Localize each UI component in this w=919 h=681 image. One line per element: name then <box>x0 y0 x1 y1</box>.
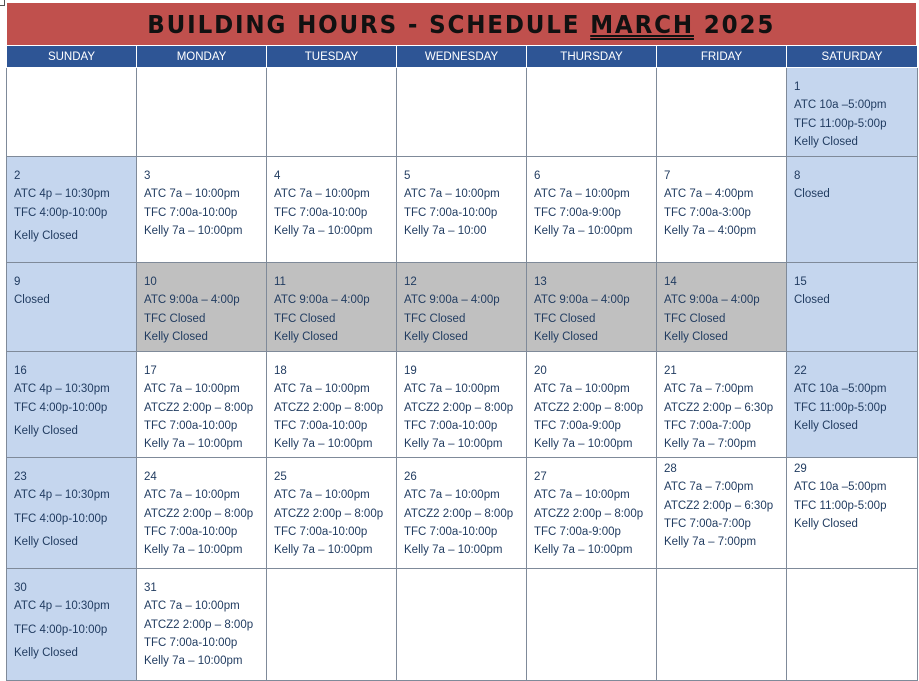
day-cell <box>527 157 657 263</box>
hours-line: ATC 7a – 10:00pm <box>274 489 370 502</box>
weekday-header: MONDAY <box>137 46 267 68</box>
day-cell <box>137 157 267 263</box>
day-number: 18 <box>274 365 287 377</box>
hours-line: Kelly 7a – 10:00pm <box>404 438 503 451</box>
day-cell-empty <box>267 68 397 157</box>
day-number: 26 <box>404 471 417 483</box>
weekday-header-row <box>7 46 918 68</box>
day-cell <box>527 352 657 458</box>
hours-line: TFC Closed <box>274 312 336 325</box>
day-cell <box>657 458 787 569</box>
hours-line: Kelly Closed <box>144 330 208 343</box>
day-cell <box>7 458 137 569</box>
day-cell <box>787 263 918 352</box>
day-number: 14 <box>664 276 677 288</box>
hours-line: ATC 7a – 10:00pm <box>534 489 630 502</box>
day-cell-empty <box>137 68 267 157</box>
hours-line: Kelly Closed <box>794 419 858 432</box>
day-cell <box>657 352 787 458</box>
hours-line: Kelly 7a – 4:00pm <box>664 224 757 237</box>
day-cell <box>137 352 267 458</box>
day-cell <box>7 569 137 681</box>
hours-line: ATCZ2 2:00p – 8:00p <box>274 401 384 414</box>
day-number: 31 <box>144 582 157 594</box>
day-number: 12 <box>404 276 417 288</box>
hours-line: Closed <box>794 294 830 307</box>
weekday-header: THURSDAY <box>527 46 657 68</box>
hours-line: Kelly 7a – 10:00pm <box>534 544 633 557</box>
day-cell-empty <box>787 569 918 681</box>
day-number: 16 <box>14 365 27 377</box>
title-banner <box>7 3 916 45</box>
hours-line: TFC 7:00a-9:00p <box>534 419 621 432</box>
day-cell <box>397 263 527 352</box>
hours-line: TFC 7:00a-9:00p <box>534 206 621 219</box>
document-corner-mark <box>0 0 5 6</box>
hours-line: ATC 7a – 7:00pm <box>664 383 754 396</box>
hours-line: ATCZ2 2:00p – 8:00p <box>404 507 514 520</box>
hours-line: ATC 7a – 10:00pm <box>534 383 630 396</box>
hours-line: Kelly Closed <box>794 135 858 148</box>
calendar-grid <box>6 46 918 681</box>
hours-line: TFC Closed <box>144 312 206 325</box>
hours-line: TFC 7:00a-10:00p <box>144 525 238 538</box>
hours-line: TFC 4:00p-10:00p <box>14 206 108 219</box>
hours-line: Kelly Closed <box>404 330 468 343</box>
day-cell <box>787 458 918 569</box>
hours-line: ATC 7a – 10:00pm <box>144 600 240 613</box>
hours-line: Closed <box>794 188 830 201</box>
title-year: 2025 <box>694 9 776 39</box>
hours-line: TFC 7:00a-7:00p <box>664 419 751 432</box>
day-number: 19 <box>404 365 417 377</box>
hours-line: ATC 7a – 10:00pm <box>404 489 500 502</box>
day-cell-empty <box>527 68 657 157</box>
hours-line: TFC 7:00a-10:00p <box>144 206 238 219</box>
day-cell-empty <box>267 569 397 681</box>
day-number: 25 <box>274 471 287 483</box>
hours-line: ATC 7a – 4:00pm <box>664 188 754 201</box>
hours-line: Kelly 7a – 10:00pm <box>534 224 633 237</box>
hours-line: Kelly 7a – 7:00pm <box>664 536 757 549</box>
day-number: 28 <box>664 463 677 475</box>
hours-line: TFC Closed <box>534 312 596 325</box>
page-title <box>148 10 776 39</box>
hours-line: Kelly Closed <box>664 330 728 343</box>
day-number: 13 <box>534 276 547 288</box>
hours-line: ATC 7a – 10:00pm <box>534 188 630 201</box>
hours-line: Kelly Closed <box>14 646 78 659</box>
hours-line: Kelly 7a – 10:00pm <box>404 544 503 557</box>
hours-line: TFC 7:00a-10:00p <box>144 419 238 432</box>
hours-line: ATC 7a – 10:00pm <box>404 383 500 396</box>
hours-line: Kelly 7a – 10:00pm <box>534 438 633 451</box>
hours-line: ATC 7a – 10:00pm <box>144 188 240 201</box>
hours-line: ATCZ2 2:00p – 6:30p <box>664 401 774 414</box>
hours-line: Kelly Closed <box>14 229 78 242</box>
hours-line: TFC 4:00p-10:00p <box>14 512 108 525</box>
hours-line: ATC 10a –5:00pm <box>794 383 887 396</box>
hours-line: Kelly 7a – 7:00pm <box>664 438 757 451</box>
hours-line: ATC 4p – 10:30pm <box>14 489 110 502</box>
hours-line: Kelly Closed <box>14 424 78 437</box>
day-cell <box>787 68 918 157</box>
hours-line: ATC 4p – 10:30pm <box>14 600 110 613</box>
day-cell-empty <box>397 569 527 681</box>
hours-line: ATC 4p – 10:30pm <box>14 188 110 201</box>
day-cell <box>657 157 787 263</box>
hours-line: Closed <box>14 294 50 307</box>
day-number: 9 <box>14 276 21 288</box>
day-number: 27 <box>534 471 547 483</box>
hours-line: Kelly 7a – 10:00pm <box>274 438 373 451</box>
week-row <box>7 157 918 263</box>
day-cell <box>527 263 657 352</box>
week-row <box>7 352 918 458</box>
day-cell <box>7 352 137 458</box>
hours-line: ATC 7a – 10:00pm <box>404 188 500 201</box>
hours-line: ATC 9:00a – 4:00p <box>144 294 240 307</box>
day-cell <box>397 157 527 263</box>
weekday-header: WEDNESDAY <box>397 46 527 68</box>
hours-line: ATC 9:00a – 4:00p <box>274 294 370 307</box>
day-number: 1 <box>794 81 801 93</box>
day-number: 24 <box>144 471 157 483</box>
week-row <box>7 263 918 352</box>
week-row <box>7 68 918 157</box>
hours-line: ATCZ2 2:00p – 8:00p <box>404 401 514 414</box>
hours-line: TFC 11:00p-5:00p <box>794 117 887 130</box>
day-number: 22 <box>794 365 807 377</box>
day-cell-empty <box>527 569 657 681</box>
hours-line: TFC 4:00p-10:00p <box>14 401 108 414</box>
hours-line: TFC Closed <box>664 312 726 325</box>
hours-line: ATC 7a – 10:00pm <box>144 383 240 396</box>
day-number: 20 <box>534 365 547 377</box>
hours-line: Kelly Closed <box>14 535 78 548</box>
hours-line: ATCZ2 2:00p – 8:00p <box>144 507 254 520</box>
hours-line: ATC 7a – 10:00pm <box>144 489 240 502</box>
hours-line: ATC 4p – 10:30pm <box>14 383 110 396</box>
hours-line: ATC 7a – 10:00pm <box>274 188 370 201</box>
day-cell <box>267 352 397 458</box>
hours-line: ATC 10a –5:00pm <box>794 481 887 494</box>
hours-line: ATCZ2 2:00p – 8:00p <box>534 507 644 520</box>
hours-line: TFC 7:00a-10:00p <box>404 525 498 538</box>
hours-line: TFC 7:00a-10:00p <box>274 206 368 219</box>
day-cell <box>657 263 787 352</box>
hours-line: TFC 11:00p-5:00p <box>794 499 887 512</box>
day-number: 4 <box>274 170 281 182</box>
hours-line: TFC 7:00a-10:00p <box>274 419 368 432</box>
hours-line: TFC 7:00a-10:00p <box>404 419 498 432</box>
day-number: 8 <box>794 170 801 182</box>
day-cell <box>267 458 397 569</box>
day-number: 5 <box>404 170 411 182</box>
hours-line: Kelly Closed <box>794 517 858 530</box>
day-cell <box>267 263 397 352</box>
hours-line: TFC 11:00p-5:00p <box>794 401 887 414</box>
day-cell <box>787 352 918 458</box>
day-cell <box>137 263 267 352</box>
hours-line: TFC 7:00a-10:00p <box>404 206 498 219</box>
hours-line: Kelly Closed <box>274 330 338 343</box>
weekday-header: SUNDAY <box>7 46 137 68</box>
hours-line: Kelly 7a – 10:00pm <box>144 438 243 451</box>
hours-line: ATC 9:00a – 4:00p <box>534 294 630 307</box>
day-cell <box>397 458 527 569</box>
hours-line: ATCZ2 2:00p – 8:00p <box>534 401 644 414</box>
day-cell-empty <box>7 68 137 157</box>
hours-line: Kelly 7a – 10:00pm <box>144 224 243 237</box>
hours-line: Kelly 7a – 10:00pm <box>274 224 373 237</box>
day-number: 21 <box>664 365 677 377</box>
day-cell <box>7 157 137 263</box>
hours-line: TFC 7:00a-10:00p <box>274 525 368 538</box>
day-cell <box>267 157 397 263</box>
day-cell <box>527 458 657 569</box>
day-cell-empty <box>657 569 787 681</box>
weekday-header: TUESDAY <box>267 46 397 68</box>
weekday-header: SATURDAY <box>787 46 918 68</box>
hours-line: ATC 9:00a – 4:00p <box>404 294 500 307</box>
weekday-header: FRIDAY <box>657 46 787 68</box>
hours-line: ATC 7a – 7:00pm <box>664 481 754 494</box>
hours-line: ATC 10a –5:00pm <box>794 99 887 112</box>
day-cell <box>7 263 137 352</box>
hours-line: ATCZ2 2:00p – 6:30p <box>664 499 774 512</box>
hours-line: TFC 7:00a-9:00p <box>534 525 621 538</box>
hours-line: TFC 7:00a-3:00p <box>664 206 751 219</box>
day-cell <box>137 569 267 681</box>
day-cell-empty <box>397 68 527 157</box>
hours-line: Kelly 7a – 10:00pm <box>144 655 243 668</box>
day-number: 10 <box>144 276 157 288</box>
hours-line: ATCZ2 2:00p – 8:00p <box>144 401 254 414</box>
day-cell-empty <box>657 68 787 157</box>
day-number: 15 <box>794 276 807 288</box>
day-number: 2 <box>14 170 21 182</box>
week-row <box>7 569 918 681</box>
hours-line: TFC Closed <box>404 312 466 325</box>
day-cell <box>397 352 527 458</box>
day-number: 29 <box>794 463 807 475</box>
hours-line: Kelly 7a – 10:00pm <box>144 544 243 557</box>
title-month: MARCH <box>590 9 695 39</box>
hours-line: ATC 9:00a – 4:00p <box>664 294 760 307</box>
hours-line: ATC 7a – 10:00pm <box>274 383 370 396</box>
hours-line: TFC 7:00a-10:00p <box>144 636 238 649</box>
hours-line: ATCZ2 2:00p – 8:00p <box>144 618 254 631</box>
hours-line: ATCZ2 2:00p – 8:00p <box>274 507 384 520</box>
day-number: 23 <box>14 471 27 483</box>
day-number: 7 <box>664 170 671 182</box>
hours-line: Kelly 7a – 10:00 <box>404 224 487 237</box>
day-number: 11 <box>274 276 286 288</box>
title-prefix: BUILDING HOURS - SCHEDULE <box>147 9 591 39</box>
hours-line: Kelly Closed <box>534 330 598 343</box>
day-number: 17 <box>144 365 157 377</box>
day-number: 6 <box>534 170 541 182</box>
week-row <box>7 458 918 569</box>
hours-line: TFC 7:00a-7:00p <box>664 517 751 530</box>
day-cell <box>137 458 267 569</box>
day-number: 30 <box>14 582 27 594</box>
day-number: 3 <box>144 170 151 182</box>
hours-line: TFC 4:00p-10:00p <box>14 623 108 636</box>
day-cell <box>787 157 918 263</box>
hours-line: Kelly 7a – 10:00pm <box>274 544 373 557</box>
